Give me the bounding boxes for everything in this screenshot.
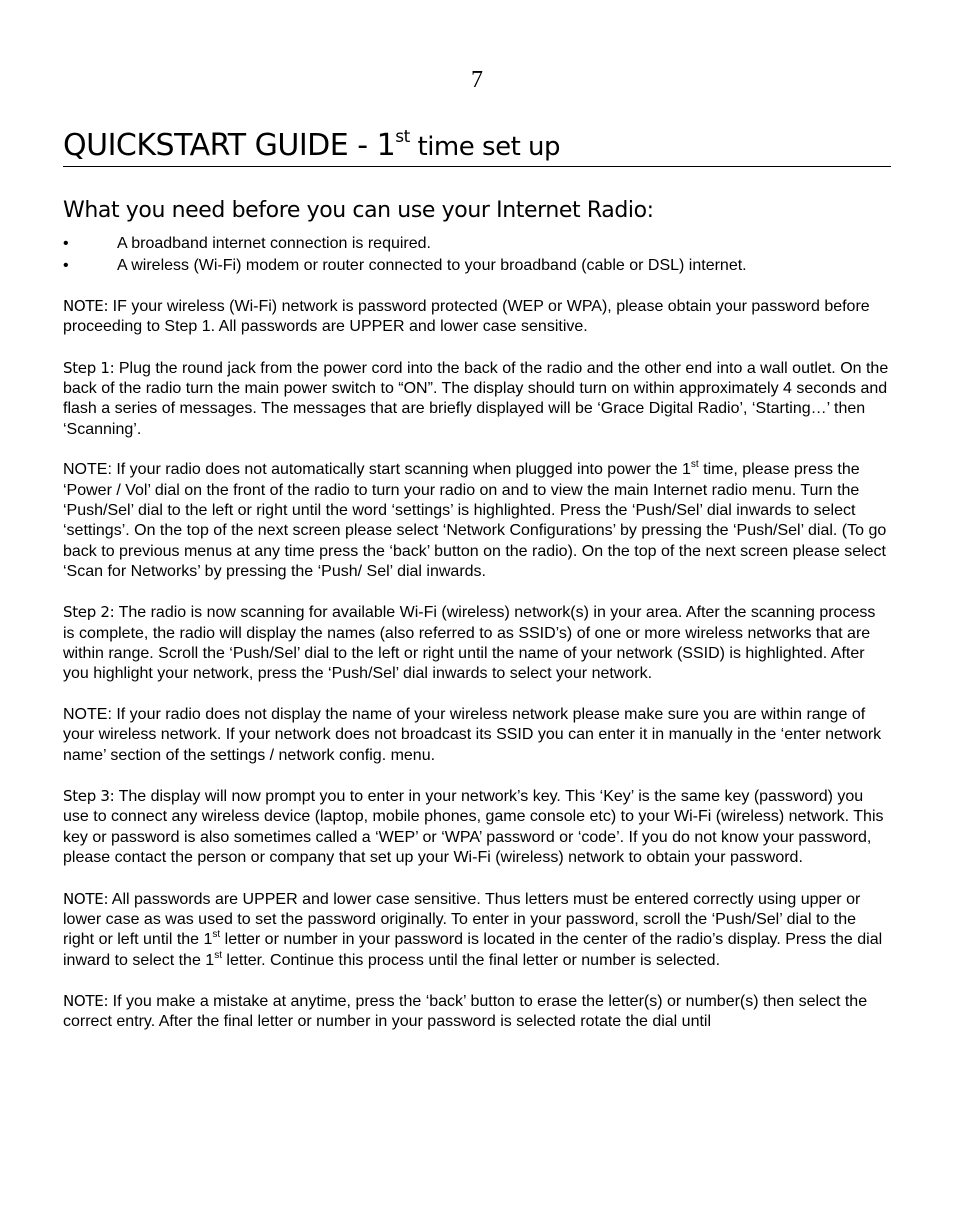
note-paragraph	[63, 460, 889, 582]
note-text: IF your wireless (Wi-Fi) network is password protected (WEP or WPA), please obtain your password before proceeding to Step 1. All passwords are UPPER and lower case sensitive.	[63, 298, 870, 336]
note-text: NOTE: If your radio does not automatically start scanning when plugged into power the 1	[63, 461, 691, 479]
title-block	[63, 126, 891, 167]
note-paragraph	[63, 296, 889, 338]
page-title	[63, 126, 891, 167]
bullet-icon: •	[63, 257, 69, 274]
step-1-paragraph	[63, 358, 889, 440]
note-paragraph	[63, 991, 889, 1033]
title-superscript: st	[395, 127, 410, 147]
note-text: NOTE: If your radio does not display the name of your wireless network please make sure you are within range of your wireless network. If your network does not broadcast its SSID you can enter it in manually in the ‘enter network name’ section of the settings / network config. menu.	[63, 705, 882, 764]
bullet-icon: •	[63, 235, 69, 252]
section-heading: What you need before you can use your Internet Radio:	[63, 198, 654, 223]
ordinal-superscript: st	[214, 949, 222, 961]
title-rest: time set up	[409, 132, 561, 162]
step-2-paragraph	[63, 602, 889, 684]
requirements-list	[63, 233, 893, 277]
ordinal-superscript: st	[212, 929, 221, 941]
instructions-body	[63, 296, 889, 1053]
list-item-text: A broadband internet connection is required.	[117, 235, 431, 252]
note-text: letter. Continue this process until the final letter or number is selected.	[221, 951, 721, 969]
note-text: letter or number in your password is located in the center of the radio’s display. Press the dial inward to select the 1	[63, 931, 883, 969]
note-paragraph	[63, 889, 889, 971]
note-text: If you make a mistake at anytime, press the ‘back’ button to erase the letter(s) or number(s) then select the correct entry. After the final letter or number in your password is selected rotate the dial until	[63, 993, 868, 1031]
note-text: All passwords are UPPER and lower case sensitive. Thus letters must be entered correctly using upper or lower case as was used to set the password originally. To enter in your password, scroll the ‘Push/Sel’ dial to the right or left until the 1	[63, 890, 861, 949]
page-number: 7	[471, 67, 483, 93]
title-main: QUICKSTART GUIDE - 1	[63, 128, 396, 163]
step-text: The display will now prompt you to enter in your network’s key. This ‘Key’ is the same key (password) you use to connect any wireless device (laptop, mobile phones, game console etc) to your Wi-Fi (wireless) network. This key or password is also sometimes called a ‘WEP’ or ‘WPA’ password or ‘code’. If you do not know your password, please contact the person or company that set up your Wi-Fi (wireless) network to obtain your password.	[63, 788, 884, 867]
list-item	[63, 255, 893, 277]
step-text: Plug the round jack from the power cord into the back of the radio and the other end into a wall outlet. On the back of the radio turn the main power switch to “ON”. The display should turn on within approximately 4 seconds and flash a series of messages. The messages that are briefly displayed will be ‘Grace Digital Radio’, ‘Starting…’ then ‘Scanning’.	[63, 359, 889, 438]
note-label: NOTE:	[63, 992, 109, 1011]
step-3-paragraph	[63, 786, 889, 868]
list-item-text: A wireless (Wi-Fi) modem or router connected to your broadband (cable or DSL) internet.	[117, 257, 747, 274]
note-text: time, please press the ‘Power / Vol’ dial on the front of the radio to turn your radio on and to view the main Internet radio menu. Turn the ‘Push/Sel’ dial to the left or right until the word ‘settings’ is highlighted. Press the ‘Push/Sel’ dial inwards to select ‘settings’. On the top of the next screen please select ‘Network Configurations’ by pressing the ‘Push/Sel’ dial. (To go back to previous menus at any time press the ‘back’ button on the radio). On the top of the next screen please select ‘Scan for Networks’ by pressing the ‘Push/ Sel’ dial inwards.	[63, 461, 887, 580]
ordinal-superscript: st	[690, 459, 699, 471]
note-label: NOTE:	[63, 297, 109, 315]
step-label: Step 1:	[63, 358, 115, 377]
step-label: Step 3:	[63, 787, 115, 806]
note-label: NOTE:	[63, 889, 109, 908]
step-label: Step 2:	[63, 603, 115, 622]
list-item	[63, 233, 893, 255]
step-text: The radio is now scanning for available Wi-Fi (wireless) network(s) in your area. After the scanning process is complete, the radio will display the names (also referred to as SSID’s) of one or more wireless networks that are within range. Scroll the ‘Push/Sel’ dial to the left or right until the name of your network (SSID) is highlighted. After you highlight your network, press the ‘Push/Sel’ dial inwards to select your network.	[63, 604, 876, 683]
note-paragraph	[63, 705, 889, 766]
